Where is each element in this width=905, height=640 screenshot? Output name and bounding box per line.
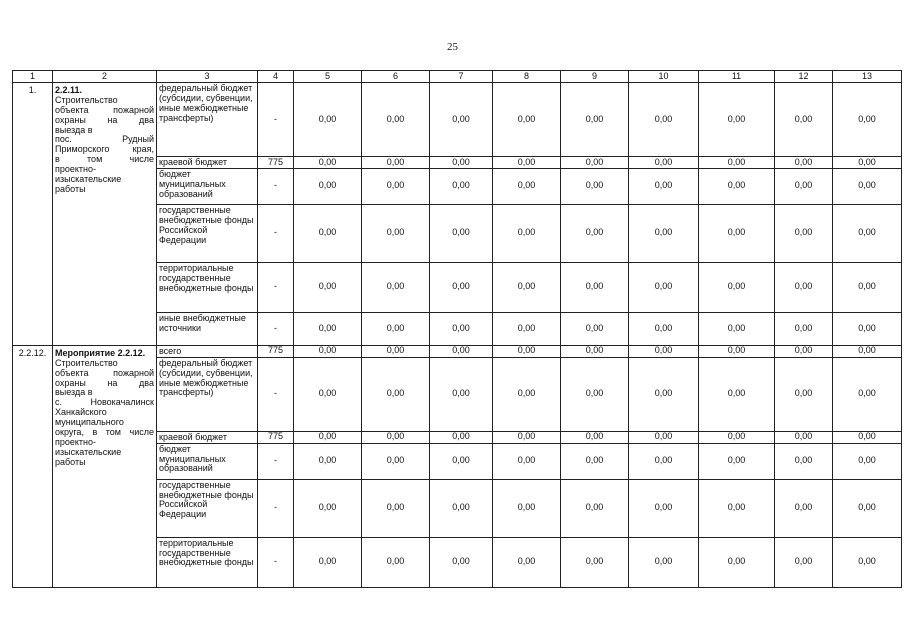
- header-cell: 3: [157, 71, 258, 83]
- amount-cell: 0,00: [362, 168, 430, 204]
- amount-cell: 0,00: [699, 83, 775, 157]
- funding-source: иные внебюджетные источники: [157, 312, 258, 345]
- amount-cell: 0,00: [493, 431, 561, 443]
- description-line: работы: [55, 183, 86, 194]
- amount-cell: 0,00: [362, 357, 430, 431]
- amount-cell: 0,00: [430, 168, 493, 204]
- amount-cell: 0,00: [294, 479, 362, 537]
- col4-value: -: [258, 312, 294, 345]
- amount-cell: 0,00: [775, 537, 833, 587]
- amount-cell: 0,00: [493, 204, 561, 262]
- amount-cell: 0,00: [362, 204, 430, 262]
- amount-cell: 0,00: [493, 312, 561, 345]
- amount-cell: 0,00: [561, 443, 629, 479]
- description-line: изыскательские: [55, 174, 122, 185]
- measure-description: [53, 345, 157, 587]
- header-cell: 4: [258, 71, 294, 83]
- amount-cell: 0,00: [430, 537, 493, 587]
- description-line: изыскательские: [55, 446, 122, 457]
- amount-cell: 0,00: [430, 345, 493, 357]
- amount-cell: 0,00: [775, 431, 833, 443]
- description-line: Строительство: [55, 357, 118, 368]
- amount-cell: 0,00: [775, 312, 833, 345]
- funding-source: государственные внебюджетные фонды Российской Федерации: [157, 479, 258, 537]
- amount-cell: 0,00: [699, 443, 775, 479]
- amount-cell: 0,00: [629, 479, 699, 537]
- amount-cell: 0,00: [294, 312, 362, 345]
- amount-cell: 0,00: [699, 431, 775, 443]
- description-line: объекта пожарной: [55, 104, 154, 115]
- amount-cell: 0,00: [775, 262, 833, 312]
- amount-cell: 0,00: [629, 157, 699, 169]
- amount-cell: 0,00: [430, 431, 493, 443]
- amount-cell: 0,00: [294, 157, 362, 169]
- header-cell: 13: [833, 71, 902, 83]
- amount-cell: 0,00: [699, 345, 775, 357]
- description-line: охраны на два: [55, 377, 154, 388]
- amount-cell: 0,00: [833, 168, 902, 204]
- header-row: [13, 71, 902, 83]
- funding-source: федеральный бюджет (субсидии, субвенции, иные межбюджетные трансферты): [157, 357, 258, 431]
- col4-value: -: [258, 479, 294, 537]
- amount-cell: 0,00: [294, 443, 362, 479]
- amount-cell: 0,00: [493, 443, 561, 479]
- description-line: проектно-: [55, 436, 97, 447]
- header-cell: 2: [53, 71, 157, 83]
- amount-cell: 0,00: [775, 204, 833, 262]
- table-row: [13, 345, 902, 357]
- col4-value: -: [258, 168, 294, 204]
- amount-cell: 0,00: [362, 262, 430, 312]
- amount-cell: 0,00: [430, 312, 493, 345]
- col4-value: 775: [258, 431, 294, 443]
- col4-value: 775: [258, 345, 294, 357]
- amount-cell: 0,00: [561, 345, 629, 357]
- amount-cell: 0,00: [833, 537, 902, 587]
- amount-cell: 0,00: [561, 537, 629, 587]
- header-cell: 5: [294, 71, 362, 83]
- amount-cell: 0,00: [294, 83, 362, 157]
- funding-source: всего: [157, 345, 258, 357]
- amount-cell: 0,00: [699, 157, 775, 169]
- amount-cell: 0,00: [699, 357, 775, 431]
- description-line: проектно-: [55, 164, 97, 175]
- amount-cell: 0,00: [294, 204, 362, 262]
- header-cell: 11: [699, 71, 775, 83]
- amount-cell: 0,00: [629, 345, 699, 357]
- amount-cell: 0,00: [775, 443, 833, 479]
- amount-cell: 0,00: [493, 262, 561, 312]
- description-line: округа, в том числе: [55, 427, 154, 438]
- amount-cell: 0,00: [775, 357, 833, 431]
- amount-cell: 0,00: [775, 168, 833, 204]
- amount-cell: 0,00: [294, 357, 362, 431]
- header-cell: 1: [13, 71, 53, 83]
- amount-cell: 0,00: [629, 357, 699, 431]
- description-line: в том числе: [55, 154, 154, 165]
- table-row: [13, 83, 902, 157]
- funding-source: территориальные государственные внебюджетные фонды: [157, 262, 258, 312]
- amount-cell: 0,00: [629, 431, 699, 443]
- description-line: с. Новокачалинск: [55, 397, 154, 408]
- amount-cell: 0,00: [833, 357, 902, 431]
- amount-cell: 0,00: [362, 83, 430, 157]
- description-line: выезда в: [55, 124, 93, 135]
- amount-cell: 0,00: [561, 168, 629, 204]
- amount-cell: 0,00: [833, 262, 902, 312]
- amount-cell: 0,00: [561, 157, 629, 169]
- amount-cell: 0,00: [833, 443, 902, 479]
- amount-cell: 0,00: [629, 168, 699, 204]
- amount-cell: 0,00: [493, 537, 561, 587]
- amount-cell: 0,00: [775, 345, 833, 357]
- page-number: 25: [447, 41, 458, 53]
- amount-cell: 0,00: [294, 168, 362, 204]
- amount-cell: 0,00: [430, 262, 493, 312]
- funding-source: краевой бюджет: [157, 157, 258, 169]
- funding-source: бюджет муниципальных образований: [157, 168, 258, 204]
- amount-cell: 0,00: [561, 83, 629, 157]
- col4-value: -: [258, 83, 294, 157]
- amount-cell: 0,00: [561, 431, 629, 443]
- col4-value: -: [258, 537, 294, 587]
- amount-cell: 0,00: [699, 479, 775, 537]
- header-cell: 7: [430, 71, 493, 83]
- amount-cell: 0,00: [833, 83, 902, 157]
- description-line: пос. Рудный: [55, 134, 154, 145]
- amount-cell: 0,00: [833, 345, 902, 357]
- amount-cell: 0,00: [294, 431, 362, 443]
- header-cell: 9: [561, 71, 629, 83]
- row-number: 1.: [13, 83, 53, 346]
- description-line: выезда в: [55, 387, 93, 398]
- header-cell: 12: [775, 71, 833, 83]
- amount-cell: 0,00: [833, 157, 902, 169]
- amount-cell: 0,00: [294, 537, 362, 587]
- description-line: Приморского края,: [55, 144, 154, 155]
- amount-cell: 0,00: [362, 431, 430, 443]
- amount-cell: 0,00: [493, 479, 561, 537]
- amount-cell: 0,00: [362, 157, 430, 169]
- description-line: муниципального: [55, 417, 124, 428]
- amount-cell: 0,00: [430, 357, 493, 431]
- amount-cell: 0,00: [629, 537, 699, 587]
- amount-cell: 0,00: [493, 357, 561, 431]
- description-line: Ханкайского: [55, 407, 107, 418]
- amount-cell: 0,00: [833, 204, 902, 262]
- budget-table: [12, 70, 902, 588]
- amount-cell: 0,00: [362, 479, 430, 537]
- amount-cell: 0,00: [493, 168, 561, 204]
- amount-cell: 0,00: [430, 443, 493, 479]
- funding-source: территориальные государственные внебюджетные фонды: [157, 537, 258, 587]
- description-line: работы: [55, 456, 86, 467]
- measure-code: Мероприятие 2.2.12.: [55, 347, 146, 358]
- amount-cell: 0,00: [833, 479, 902, 537]
- amount-cell: 0,00: [493, 157, 561, 169]
- amount-cell: 0,00: [699, 262, 775, 312]
- amount-cell: 0,00: [294, 262, 362, 312]
- amount-cell: 0,00: [362, 345, 430, 357]
- amount-cell: 0,00: [430, 204, 493, 262]
- amount-cell: 0,00: [561, 262, 629, 312]
- header-cell: 6: [362, 71, 430, 83]
- description-line: объекта пожарной: [55, 367, 154, 378]
- col4-value: -: [258, 204, 294, 262]
- row-number: 2.2.12.: [13, 345, 53, 587]
- header-cell: 10: [629, 71, 699, 83]
- amount-cell: 0,00: [629, 443, 699, 479]
- funding-source: бюджет муниципальных образований: [157, 443, 258, 479]
- amount-cell: 0,00: [493, 345, 561, 357]
- amount-cell: 0,00: [699, 312, 775, 345]
- amount-cell: 0,00: [629, 312, 699, 345]
- measure-description: [53, 83, 157, 346]
- amount-cell: 0,00: [699, 204, 775, 262]
- amount-cell: 0,00: [561, 479, 629, 537]
- amount-cell: 0,00: [561, 312, 629, 345]
- amount-cell: 0,00: [833, 312, 902, 345]
- amount-cell: 0,00: [561, 357, 629, 431]
- amount-cell: 0,00: [833, 431, 902, 443]
- col4-value: -: [258, 443, 294, 479]
- amount-cell: 0,00: [430, 83, 493, 157]
- funding-source: краевой бюджет: [157, 431, 258, 443]
- amount-cell: 0,00: [362, 443, 430, 479]
- col4-value: -: [258, 357, 294, 431]
- funding-source: федеральный бюджет (субсидии, субвенции, иные межбюджетные трансферты): [157, 83, 258, 157]
- amount-cell: 0,00: [699, 168, 775, 204]
- amount-cell: 0,00: [362, 312, 430, 345]
- amount-cell: 0,00: [775, 157, 833, 169]
- amount-cell: 0,00: [775, 83, 833, 157]
- measure-code: 2.2.11.: [55, 85, 83, 95]
- description-line: охраны на два: [55, 114, 154, 125]
- description-line: Строительство: [55, 94, 118, 105]
- header-cell: 8: [493, 71, 561, 83]
- amount-cell: 0,00: [294, 345, 362, 357]
- amount-cell: 0,00: [629, 83, 699, 157]
- col4-value: -: [258, 262, 294, 312]
- amount-cell: 0,00: [775, 479, 833, 537]
- funding-source: государственные внебюджетные фонды Российской Федерации: [157, 204, 258, 262]
- amount-cell: 0,00: [629, 204, 699, 262]
- amount-cell: 0,00: [430, 479, 493, 537]
- col4-value: 775: [258, 157, 294, 169]
- amount-cell: 0,00: [561, 204, 629, 262]
- amount-cell: 0,00: [699, 537, 775, 587]
- amount-cell: 0,00: [362, 537, 430, 587]
- amount-cell: 0,00: [629, 262, 699, 312]
- amount-cell: 0,00: [430, 157, 493, 169]
- amount-cell: 0,00: [493, 83, 561, 157]
